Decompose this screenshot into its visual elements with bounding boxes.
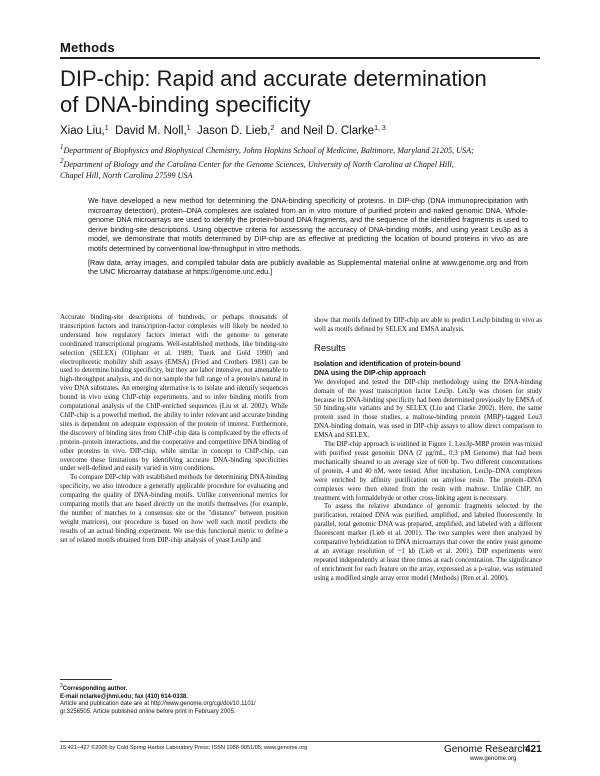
body-column-left bbox=[60, 314, 288, 546]
abstract-data-availability: [Raw data, array images, and compiled tabular data are publicly available as Supplemental material online at www.genome.org and from the UNC Microarray database at https://genome.unc.edu.] bbox=[88, 257, 528, 277]
body-paragraph: The DIP-chip approach is outlined in Figure 1. Leu3p-MBP protein was mixed with purified yeast genomic DNA (2 µg/mL, 0.3 pM Genome) that had been mechanically sheared to an average size of 600 bp. Two different concentrations of protein, 4 and 40 nM, were tested. After incubation, Leu3p–DNA complexes were enriched by affinity purification on amylose resin. The protein–DNA complexes were then eluted from the resin with maltose. Unlike ChIP, no treatment with formaldehyde or other cross-linking agent is necessary. bbox=[314, 441, 542, 502]
footnote bbox=[60, 683, 288, 716]
corresponding-author-contact: E-mail nclarke@jhmi.edu; fax (410) 614-0338. bbox=[60, 693, 188, 700]
body-paragraph: To compare DIP-chip with established methods for determining DNA-binding specificity, we also introduce a generally applicable procedure for evaluating and comparing the quality of DNA-binding motifs. Unlike conventional metrics for comparing motifs that are based directly on the motifs themselves (for example, the number of matches to a consensus site or the "distance" between position weight matrices), our procedure is based on how well each motif predicts the results of an actual binding experiment. We use this functional metric to define a set of related motifs obtained from DIP-chip analysis of yeast Leu3p and bbox=[60, 474, 288, 544]
journal-name: Genome Research bbox=[444, 744, 528, 755]
body-paragraph: To assess the relative abundance of genomic fragments selected by the purification, retained DNA was purified, amplified, and labeled fluorescently. In parallel, total genomic DNA was prepared, amplified, and labeled with a different fluorescent marker (Lieb et al. 2001). The two samples were then analyzed by comparative hybridization to DNA microarrays that cover the entire yeast genome at an average resolution of ~1 kb (Lieb et al. 2001). DIP experiments were repeated independently at least three times at each concentration. The significance of enrichment for each feature on the array, expressed as a p-value, was estimated using a modified single array error model (Methods) (Ren et al. 2000). bbox=[314, 503, 542, 582]
title-line-1: DIP-chip: Rapid and accurate determination bbox=[60, 66, 487, 91]
author-name: Xiao Liu, bbox=[60, 125, 105, 137]
corresponding-author-label: Corresponding author. bbox=[62, 686, 128, 692]
affiliation-mark: 2 bbox=[60, 157, 64, 165]
footnote-rule bbox=[60, 679, 112, 680]
section-label: Methods bbox=[60, 40, 115, 55]
author-affiliation-mark: 1 bbox=[104, 125, 109, 132]
footer-citation: 15:421–427 ©2005 by Cold Spring Harbor Laboratory Press; ISSN 1088-9051/05; www.genome.org bbox=[60, 745, 308, 751]
author-affiliation-mark: 1 bbox=[186, 125, 191, 132]
affiliations bbox=[60, 142, 540, 181]
body-paragraph: show that motifs defined by DIP-chip are able to predict Leu3p binding in vivo as well as motifs defined by SELEX and EMSA analysis. bbox=[314, 317, 542, 333]
subsection-heading-line-2: DNA using the DIP-chip approach bbox=[314, 369, 426, 377]
title-line-2: of DNA-binding specificity bbox=[60, 92, 311, 117]
subsection-heading bbox=[314, 360, 542, 378]
footnote-publication-line: gr.3256505. Article published online before print in February 2005. bbox=[60, 708, 236, 715]
author-name: Jason D. Lieb, bbox=[196, 125, 271, 137]
author-affiliation-mark: 2 bbox=[270, 125, 275, 132]
author-name: David M. Noll, bbox=[115, 125, 187, 137]
footnote-doi-line: Article and publication date are at http://www.genome.org/cgi/doi/10.1101/ bbox=[60, 701, 256, 708]
affiliation-2-line-1: Department of Biology and the Carolina Center for the Genome Sciences, University of North Carolina at Chapel Hill, bbox=[63, 160, 454, 169]
footnote-mark: 3 bbox=[60, 683, 63, 689]
section-rule bbox=[60, 57, 540, 59]
author-name: and Neil D. Clarke bbox=[280, 125, 375, 137]
body-paragraph: Accurate binding-site descriptions of hundreds, or perhaps thousands of transcription factors and transcription-factor complexes will likely be needed to understand how regulatory factors interact with the genome to generate coordinated transcriptional programs. Well-established methods, like binding-site selection (SELEX) (Oliphant et al. 1989; Tuerk and Gold 1990) and electrophoretic mobility shift assays (EMSA) (Fried and Crothers 1981) can be used to determine binding specificity, but they are labor intensive, not amenable to high-throughput analysis, and do not sample the full range of a protein's natural in vivo DNA substrates. An emerging alternative is to isolate and identify sequences bound in vivo using ChIP-chip experiments, and to infer binding motifs from computational analysis of the ChIP-enriched sequences (Liu et al. 2002). While ChIP-chip is a powerful method, the ability to infer relevant and accurate binding sites is dependent on adequate expression of the protein of interest. Furthermore, the discovery of binding sites from ChIP-chip data is complicated by the effects of protein–protein interactions, and the cooperative and competitive DNA binding of other proteins in vivo. DIP-chip, while similar in concept to ChIP-chip, can overcome these limitations by identifying accurate DNA-binding specificities under well-defined and easily varied in vitro conditions. bbox=[60, 314, 288, 473]
abstract bbox=[88, 196, 528, 281]
body-column-right bbox=[314, 317, 542, 584]
results-heading: Results bbox=[314, 342, 346, 354]
subsection-heading-line-1: Isolation and identification of protein-bound bbox=[314, 360, 461, 368]
author-list bbox=[60, 125, 386, 137]
author-affiliation-mark: 1, 3 bbox=[374, 125, 386, 132]
affiliation-mark: 1 bbox=[60, 143, 64, 151]
footer-rule bbox=[60, 741, 540, 742]
abstract-paragraph: We have developed a new method for determining the DNA-binding specificity of proteins. In DIP-chip (DNA immunoprecipitation with microarray detection), protein–DNA complexes are isolated from an in vitro mixture of purified protein and naked genomic DNA. Whole-genome DNA microarrays are used to identify the protein-bound DNA fragments, and the sequence of the identified fragments is used to derive binding-site descriptions. Using objective criteria for assessing the accuracy of DNA-binding motifs, and using yeast Leu3p as a model, we demonstrate that motifs determined by DIP-chip are as effective at predicting the location of bound proteins in vivo as are motifs determined by conventional low-throughput in vitro methods. bbox=[88, 196, 528, 253]
affiliation-2-line-2: Chapel Hill, North Carolina 27599 USA bbox=[60, 171, 193, 180]
body-paragraph: We developed and tested the DIP-chip methodology using the DNA-binding domain of the yeast transcription factor Leu3p. Leu3p was chosen for study because its DNA-binding specificity had been determined previously by EMSA of 50 binding-site variants and by SELEX (Liu and Clarke 2002). Here, the same protein used in those studies, a maltose-binding protein (MBP)-tagged Leu3 DNA-binding domain, was used in DIP-chip assays to allow direct comparison to EMSA and SELEX. bbox=[314, 378, 542, 440]
article-title bbox=[60, 66, 540, 118]
affiliation-1: Department of Biophysics and Biophysical Chemistry, Johns Hopkins School of Medicine, Baltimore, Maryland 21205, USA; bbox=[63, 146, 474, 155]
journal-website: www.genome.org bbox=[470, 756, 517, 762]
page-number: 421 bbox=[525, 744, 542, 755]
